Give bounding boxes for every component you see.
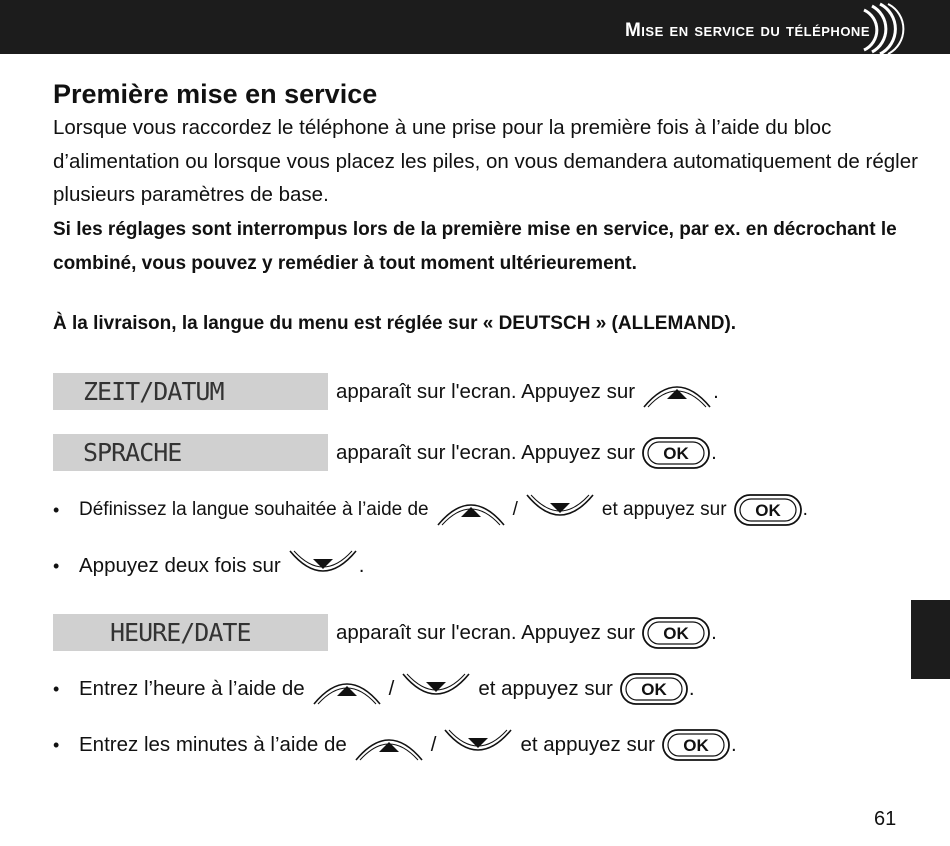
intro-note-bold: Si les réglages sont interrompus lors de la première mise en service, par ex. en décrochant le combiné, vous pouvez y remédier à tout moment ultérieurement. [53,218,897,274]
ok-key-icon [661,728,731,762]
ok-key-icon [641,616,711,650]
step-end: . [358,554,365,577]
step-text: Entrez l’heure à l’aide de [79,677,305,700]
ok-key-icon [641,436,711,470]
step-end: . [688,677,695,700]
step-mid-text: et appuyez sur [478,677,613,700]
step-end: . [802,499,808,520]
step-text: apparaît sur l'ecran. Appuyez sur [336,380,636,403]
up-arrow-key-icon [435,493,507,527]
chapter-title: Mise en service du téléphone [624,20,870,41]
up-arrow-key-icon [311,672,383,706]
bullet: • [53,556,60,576]
step-end: . [730,733,737,756]
ok-key-icon [619,672,689,706]
step-mid-text: et appuyez sur [520,733,655,756]
chapter-tab-marker [911,600,950,679]
step-line [79,490,808,530]
step-end: . [711,441,717,464]
lcd-display-heure-date: HEURE/DATE [53,614,328,651]
intro-paragraph [53,111,923,281]
lcd-display-sprache: SPRACHE [53,434,328,471]
down-arrow-key-icon [287,549,359,583]
up-arrow-key-icon [641,375,713,409]
ok-key-label: OK [683,736,709,755]
step-text: Appuyez deux fois sur [79,554,281,577]
bullet: • [53,500,60,520]
step-text: Entrez les minutes à l’aide de [79,733,347,756]
delivery-note: À la livraison, la langue du menu est réglée sur « DEUTSCH » (ALLEMAND). [53,313,737,334]
step-text: apparaît sur l'ecran. Appuyez sur [336,441,636,464]
separator: / [388,677,395,700]
sound-waves-icon [836,2,906,54]
bullet: • [53,679,60,699]
step-text: Définissez la langue souhaitée à l’aide de [79,499,429,520]
ok-key-label: OK [663,624,689,643]
separator: / [512,499,518,520]
step-line [79,546,364,586]
ok-key-icon [733,493,803,527]
bullet: • [53,735,60,755]
page-header [0,0,950,54]
ok-key-label: OK [663,444,689,463]
step-line [79,669,695,709]
intro-text: Lorsque vous raccordez le téléphone à une prise pour la première fois à l’aide du bloc d’alimentation ou lorsque vous placez les piles, on vous demandera automatiquement de régler plusieurs paramètres de base. [53,116,918,206]
ok-key-label: OK [641,680,667,699]
separator: / [430,733,437,756]
step-line [336,613,717,653]
step-mid-text: et appuyez sur [601,499,727,520]
lcd-display-zeit-datum: ZEIT/DATUM [53,373,328,410]
step-line [79,725,737,765]
step-text: apparaît sur l'ecran. Appuyez sur [336,621,636,644]
section-title: Première mise en service [53,79,378,109]
step-end: . [713,380,719,403]
down-arrow-key-icon [442,728,514,762]
step-line [336,372,719,412]
up-arrow-key-icon [353,728,425,762]
down-arrow-key-icon [524,493,596,527]
down-arrow-key-icon [400,672,472,706]
ok-key-label: OK [754,501,781,520]
page-number: 61 [874,808,897,830]
step-end: . [711,621,717,644]
step-line [336,433,717,473]
